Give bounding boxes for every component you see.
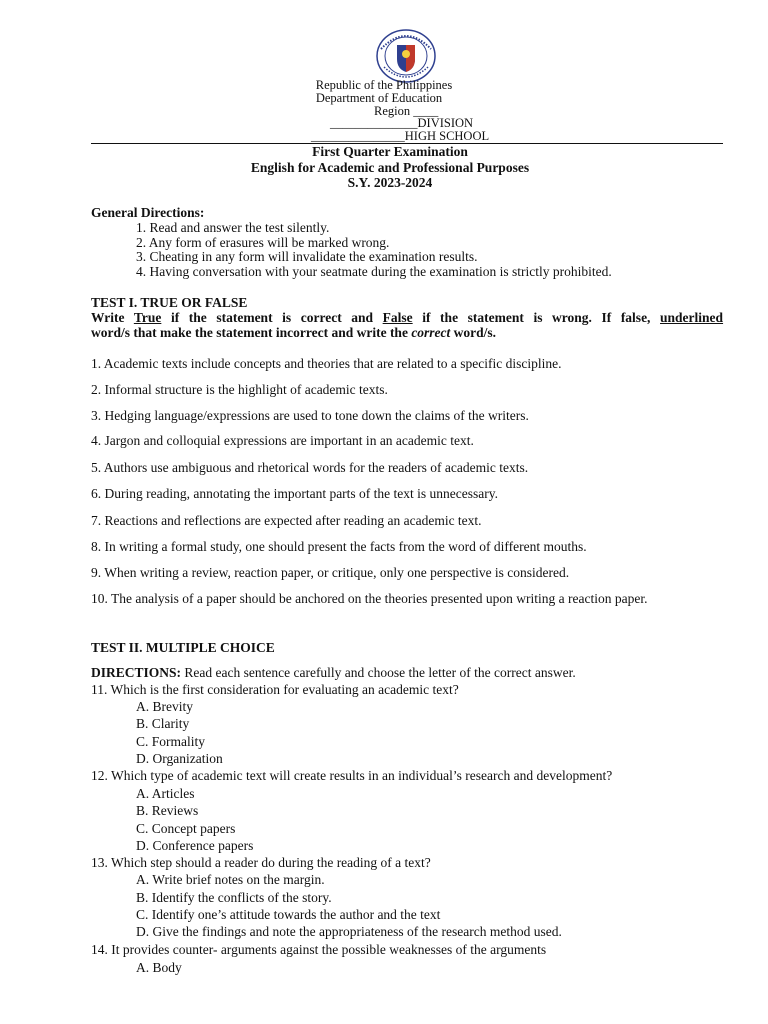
test1-instructions-line2	[91, 325, 496, 341]
tf-item: 6. During reading, annotating the important parts of the text is unnecessary.	[91, 486, 499, 501]
test2-directions	[91, 665, 576, 681]
instr-underlined: underlined	[660, 310, 724, 325]
school-year: S.Y. 2023-2024	[347, 175, 433, 190]
tf-item: 4. Jargon and colloquial expressions are important in an academic text.	[91, 433, 474, 448]
mc-option: A. Brevity	[136, 699, 193, 714]
direction-item: 2. Any form of erasures will be marked wrong.	[136, 235, 390, 250]
exam-title: First Quarter Examination	[312, 144, 468, 159]
header-division: ______________DIVISION	[330, 116, 474, 130]
direction-item: 1. Read and answer the test silently.	[136, 220, 330, 235]
instr-word: word/s.	[453, 325, 497, 340]
mc-option: C. Concept papers	[136, 821, 236, 836]
instr-word: if the statement is correct and	[170, 310, 374, 325]
directions-label: DIRECTIONS:	[91, 665, 182, 680]
tf-item: 10. The analysis of a paper should be anchored on the theories presented upon writing a reaction paper.	[91, 591, 648, 606]
header-region: Region ____	[374, 104, 439, 118]
mc-question: 12. Which type of academic text will create results in an individual’s research and development?	[91, 768, 613, 783]
mc-option: D. Conference papers	[136, 838, 254, 853]
mc-option: C. Identify one’s attitude towards the author and the text	[136, 907, 441, 922]
instr-word: word/s that make the statement incorrect and write the	[91, 325, 408, 340]
mc-option: A. Body	[136, 960, 182, 975]
header-department: Department of Education	[315, 91, 443, 105]
tf-item: 1. Academic texts include concepts and theories that are related to a specific discipline.	[91, 356, 562, 371]
instr-correct: correct	[411, 325, 451, 340]
tf-item: 7. Reactions and reflections are expected after reading an academic text.	[91, 513, 482, 528]
general-directions-heading: General Directions:	[91, 205, 205, 220]
header-school: _______________HIGH SCHOOL	[311, 129, 490, 143]
test1-heading: TEST I. TRUE OR FALSE	[91, 295, 248, 310]
direction-item: 3. Cheating in any form will invalidate the examination results.	[136, 249, 478, 264]
mc-option: D. Organization	[136, 751, 223, 766]
mc-option: B. Identify the conflicts of the story.	[136, 890, 332, 905]
tf-item: 5. Authors use ambiguous and rhetorical words for the readers of academic texts.	[91, 460, 529, 475]
mc-option: A. Articles	[136, 786, 195, 801]
mc-option: C. Formality	[136, 734, 206, 749]
mc-option: D. Give the findings and note the appropriateness of the research method used.	[136, 924, 562, 939]
tf-item: 9. When writing a review, reaction paper, or critique, only one perspective is considered.	[91, 565, 570, 580]
test2-heading: TEST II. MULTIPLE CHOICE	[91, 640, 275, 655]
deped-seal-icon	[376, 29, 436, 83]
subject-title: English for Academic and Professional Purposes	[250, 160, 530, 175]
mc-question: 14. It provides counter- arguments against the possible weaknesses of the arguments	[91, 942, 547, 957]
tf-item: 8. In writing a formal study, one should present the facts from the word of different mouths.	[91, 539, 587, 554]
instr-true: True	[133, 310, 162, 325]
header-republic: Republic of the Philippines	[315, 78, 453, 92]
mc-question: 11. Which is the first consideration for evaluating an academic text?	[91, 682, 459, 697]
instr-word: if the statement is wrong. If false,	[422, 310, 651, 325]
mc-option: B. Reviews	[136, 803, 199, 818]
mc-option: B. Clarity	[136, 716, 190, 731]
tf-item: 2. Informal structure is the highlight of academic texts.	[91, 382, 388, 397]
mc-option: A. Write brief notes on the margin.	[136, 872, 325, 887]
directions-text: Read each sentence carefully and choose the letter of the correct answer.	[184, 665, 576, 680]
test1-instructions-line1	[91, 310, 723, 326]
direction-item: 4. Having conversation with your seatmate during the examination is strictly prohibited.	[136, 264, 612, 279]
mc-question: 13. Which step should a reader do during the reading of a text?	[91, 855, 431, 870]
instr-false: False	[382, 310, 413, 325]
tf-item: 3. Hedging language/expressions are used to tone down the claims of the writers.	[91, 408, 529, 423]
instr-word: Write	[91, 310, 125, 325]
